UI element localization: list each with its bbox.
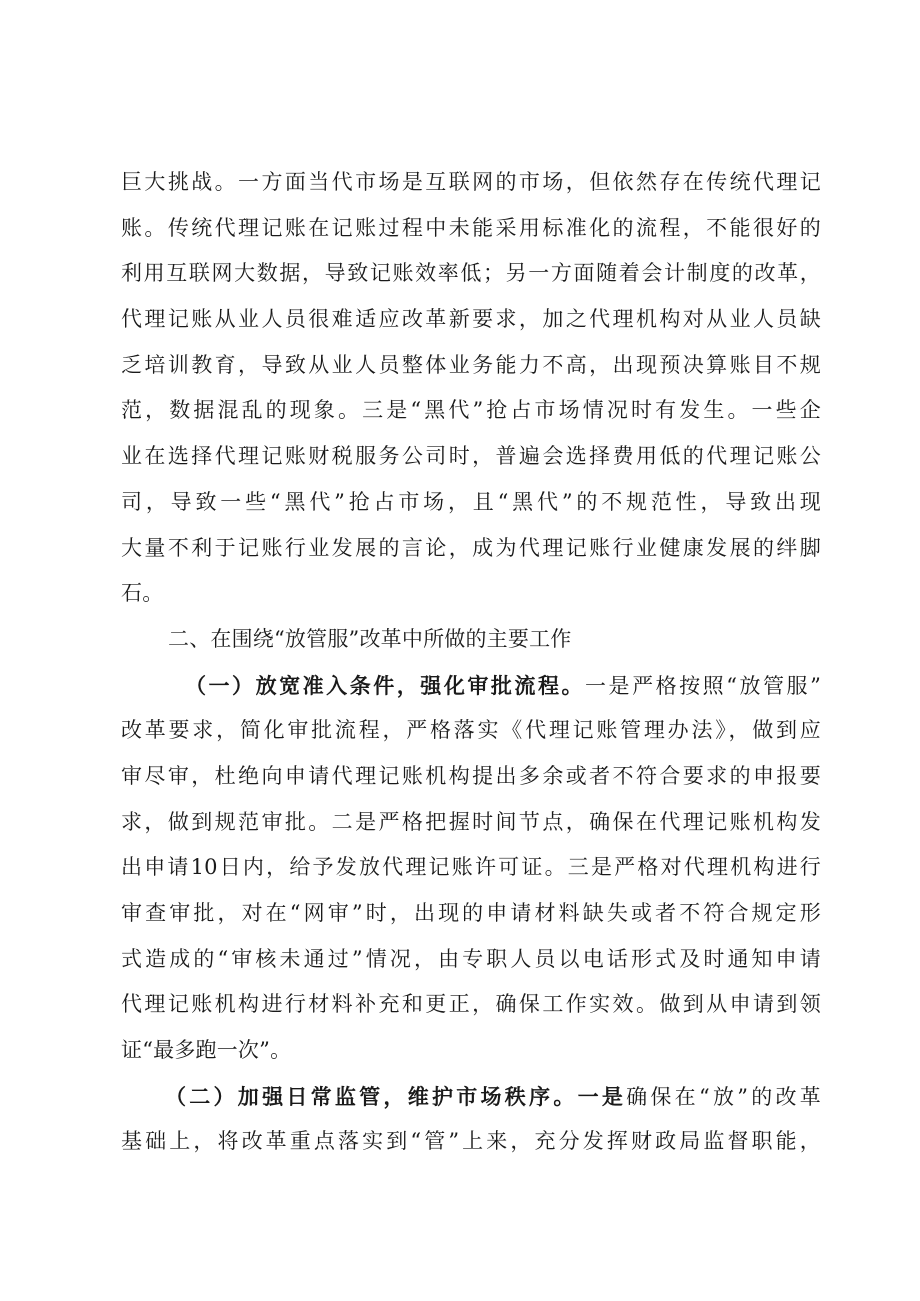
text-line: 范，数据混乱的现象。三是“黑代”抢占市场情况时有发生。一些企	[121, 398, 821, 423]
text-line: 石。	[121, 581, 164, 606]
text-line: 式造成的“审核未通过”情况，由专职人员以电话形式及时通知申请	[121, 946, 821, 971]
text-line: 求，做到规范审批。二是严格把握时间节点，确保在代理记账机构发	[121, 809, 821, 834]
paragraph-continuation	[121, 160, 821, 617]
text-line: 代理记账从业人员很难适应改革新要求，加之代理机构对从业人员缺	[121, 307, 821, 332]
text-line: 大量不利于记账行业发展的言论，成为代理记账行业健康发展的绊脚	[121, 535, 821, 560]
text-line: 审查审批，对在“网审”时，出现的申请材料缺失或者不符合规定形	[121, 901, 821, 925]
document-body	[121, 160, 821, 1165]
text-line: 巨大挑战。一方面当代市场是互联网的市场，但依然存在传统代理记	[121, 170, 821, 194]
section-heading: 二、在围绕“放管服”改革中所做的主要工作	[168, 626, 572, 651]
text-line: 业在选择代理记账财税服务公司时，普遍会选择费用低的代理记账公	[121, 444, 821, 469]
subsection-lead-text: 确保在“放”的改革	[626, 1084, 821, 1109]
text-line: 司，导致一些“黑代”抢占市场，且“黑代”的不规范性，导致出现	[121, 489, 821, 514]
text-line: 代理记账机构进行材料补充和更正，确保工作实效。做到从申请到领	[121, 992, 821, 1017]
text-line: 出申请10日内，给予发放代理记账许可证。三是严格对代理机构进行	[121, 855, 821, 880]
subsection-lead-line	[121, 1074, 821, 1120]
text-line: 证“最多跑一次”。	[121, 1038, 292, 1063]
text-line: 利用互联网大数据，导致记账效率低；另一方面随着会计制度的改革，	[121, 261, 821, 286]
subsection-title: （二）加强日常监管，维护市场秩序。一是	[165, 1083, 627, 1109]
text-line: 乏培训教育，导致从业人员整体业务能力不高，出现预决算账目不规	[121, 352, 821, 377]
text-line: 账。传统代理记账在记账过程中未能采用标准化的流程，不能很好的	[121, 215, 821, 240]
subsection-lead-text: 一是严格按照“放管服”	[585, 673, 822, 698]
subsection-2	[121, 1074, 821, 1165]
subsection-lead-line	[121, 663, 821, 709]
text-line: 改革要求，简化审批流程，严格落实《代理记账管理办法》，做到应	[121, 718, 821, 743]
subsection-title: （一）放宽准入条件，强化审批流程。	[185, 672, 586, 698]
text-line: 基础上，将改革重点落实到“管”上来，充分发挥财政局监督职能，	[121, 1129, 821, 1154]
text-line: 审尽审，杜绝向申请代理记账机构提出多余或者不符合要求的申报要	[121, 763, 821, 788]
subsection-1	[121, 663, 821, 1074]
